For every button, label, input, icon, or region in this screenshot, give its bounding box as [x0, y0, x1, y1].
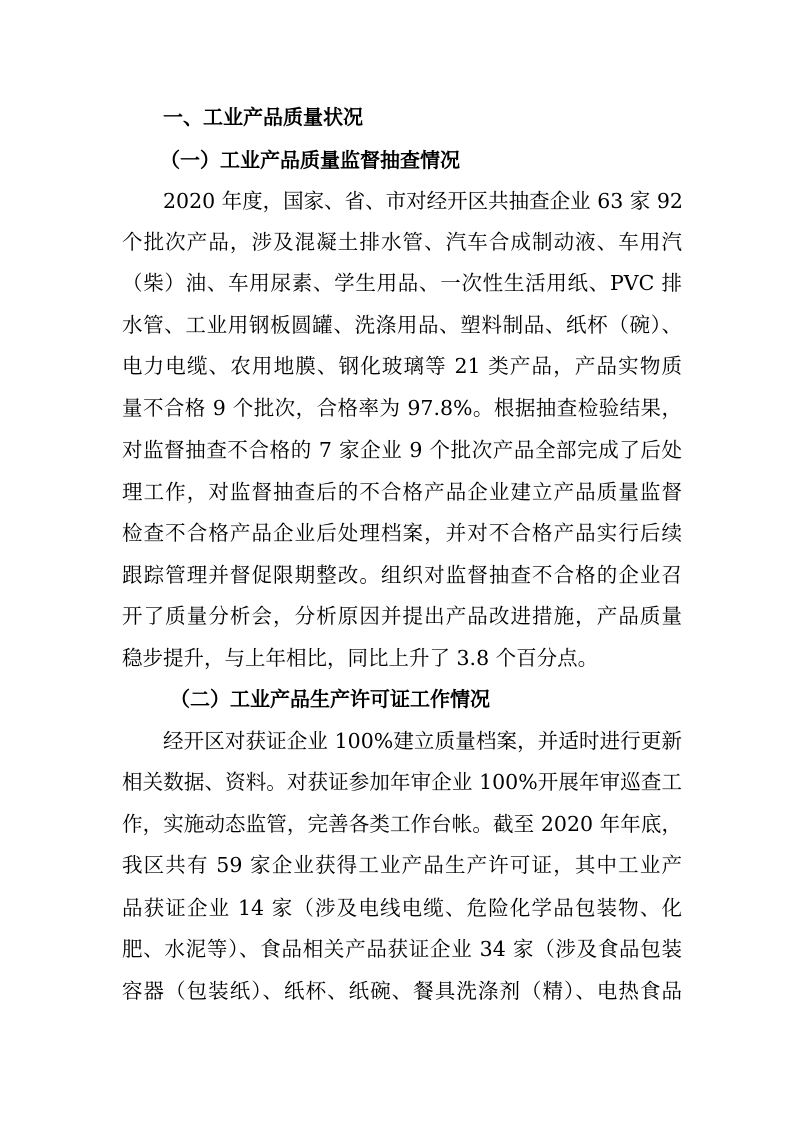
paragraph-line: 水管、工业用钢板圆罐、洗涤用品、塑料制品、纸杯（碗）、	[122, 313, 682, 337]
paragraph-line: 肥、水泥等）、食品相关产品获证企业 34 家（涉及食品包装	[122, 937, 682, 961]
section-1-heading: （一）工业产品质量监督抽查情况	[160, 148, 460, 172]
paragraph-line: 2020 年度，国家、省、市对经开区共抽查企业 63 家 92	[163, 189, 683, 213]
paragraph-line: 容器（包装纸）、纸杯、纸碗、餐具洗涤剂（精）、电热食品	[122, 979, 682, 1003]
paragraph-line: 相关数据、资料。对获证参加年审企业 100%开展年审巡查工	[122, 770, 682, 794]
paragraph-line: 对监督抽查不合格的 7 家企业 9 个批次产品全部完成了后处	[122, 438, 682, 462]
paragraph-line: 作，实施动态监管，完善各类工作台帐。截至 2020 年年底，	[122, 812, 682, 836]
paragraph-line: 个批次产品，涉及混凝土排水管、汽车合成制动液、车用汽	[122, 230, 682, 254]
paragraph-line: （柴）油、车用尿素、学生用品、一次性生活用纸、PVC 排	[122, 271, 682, 295]
paragraph-line: 电力电缆、农用地膜、钢化玻璃等 21 类产品，产品实物质	[122, 354, 682, 378]
paragraph-line: 跟踪管理并督促限期整改。组织对监督抽查不合格的企业召	[122, 563, 682, 587]
main-heading: 一、工业产品质量状况	[163, 105, 363, 129]
paragraph-line: 品获证企业 14 家（涉及电线电缆、危险化学品包装物、化	[122, 896, 682, 920]
paragraph-line-last: 稳步提升，与上年相比，同比上升了 3.8 个百分点。	[122, 646, 599, 670]
paragraph-line: 经开区对获证企业 100%建立质量档案，并适时进行更新	[163, 729, 682, 753]
paragraph-line: 我区共有 59 家企业获得工业产品生产许可证，其中工业产	[122, 853, 682, 877]
paragraph-line: 量不合格 9 个批次，合格率为 97.8%。根据抽查检验结果，	[122, 396, 682, 420]
paragraph-line: 理工作，对监督抽查后的不合格产品企业建立产品质量监督	[122, 480, 682, 504]
section-2-heading: （二）工业产品生产许可证工作情况	[170, 687, 490, 711]
paragraph-line: 检查不合格产品企业后处理档案，并对不合格产品实行后续	[122, 521, 682, 545]
paragraph-line: 开了质量分析会，分析原因并提出产品改进措施，产品质量	[122, 604, 682, 628]
